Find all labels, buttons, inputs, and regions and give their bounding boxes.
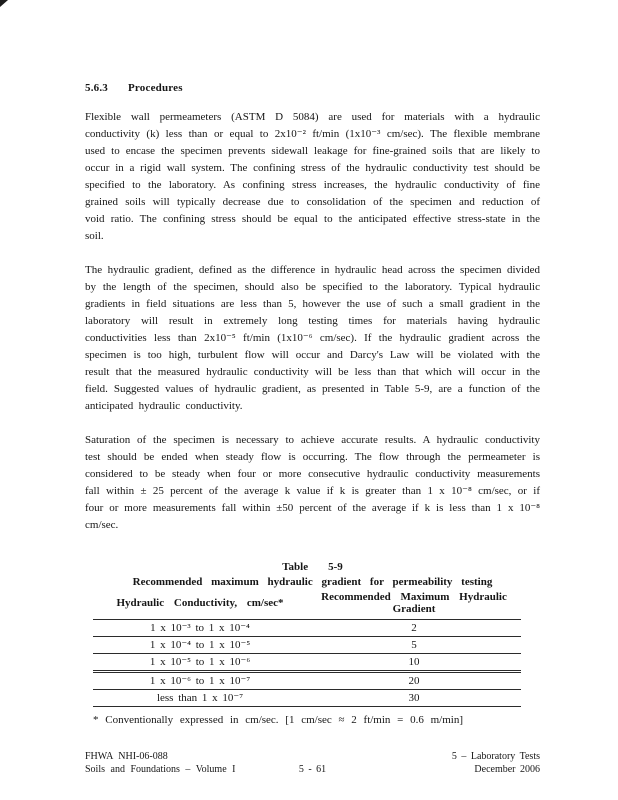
table-title: Recommended maximum hydraulic gradient for permeability testing	[132, 576, 493, 588]
table-row	[93, 672, 521, 690]
cell-conductivity: less than 1 x 10⁻⁷	[93, 690, 307, 707]
table-header-row	[93, 591, 521, 620]
col-header-gradient: Recommended Maximum Hydraulic Gradient	[307, 591, 521, 620]
footer-page-number: 5 - 61	[298, 764, 327, 775]
cell-gradient: 2	[307, 620, 521, 637]
cell-gradient: 5	[307, 637, 521, 654]
table-row	[93, 654, 521, 672]
paragraph-2: The hydraulic gradient, defined as the difference in hydraulic head across the specimen divided by the length of the specimen, should also be specified to the laboratory. Typical hydraulic gradients in field situations are less than 5, however the use of such a small gradient in the laboratory will result in extremely long testing times for materials having hydraulic conductivities less than 2x10⁻⁵ ft/min (1x10⁻⁶ cm/sec). If the hydraulic gradient across the specimen is too high, turbulent flow will occur and Darcy's Law will be violated with the result that the measured hydraulic conductivity will be less than that which will occur in the field. Suggested values of hydraulic gradient, as presented in Table 5-9, are a function of the anticipated hydraulic conductivity.	[85, 264, 540, 412]
table-caption-label: Table	[282, 561, 309, 573]
footer-row-2	[85, 763, 540, 776]
cell-conductivity: 1 x 10⁻⁶ to 1 x 10⁻⁷	[93, 672, 307, 690]
table-row	[93, 637, 521, 654]
footer-row-1	[85, 750, 540, 763]
paragraph-3: Saturation of the specimen is necessary to achieve accurate results. A hydraulic conductivity test should be ended when steady flow is occurring. The flow through the permeameter is considered to be steady when four or more consecutive hydraulic conductivity measurements fall within ± 25 percent of the average k value if k is greater than 1 x 10⁻⁸ cm/sec, or if four or more measurements fall within ±50 percent of the average if k is less than 1 x 10⁻⁸ cm/sec.	[85, 434, 540, 531]
paragraph-1: Flexible wall permeameters (ASTM D 5084) are used for materials with a hydraulic conductivity (k) less than or equal to 2x10⁻² ft/min (1x10⁻³ cm/sec). The flexible membrane used to encase the specimen prevents sidewall leakage for fine-grained soils that are likely to occur in a rigid wall system. The confining stress of the hydraulic conductivity test should be specified to the laboratory. As confining stress increases, the hydraulic conductivity of fine grained soils will typically decrease due to consolidation of the specimen and reduction of void ratio. The confining stress should be equal to the anticipated effective stress-state in the soil.	[85, 111, 540, 242]
section-number: 5.6.3	[85, 82, 108, 94]
col-header-conductivity: Hydraulic Conductivity, cm/sec*	[93, 591, 307, 620]
section-heading	[85, 82, 540, 94]
table-row	[93, 690, 521, 707]
table-row	[93, 620, 521, 637]
cell-gradient: 10	[307, 654, 521, 672]
table-footnote: * Conventionally expressed in cm/sec. [1 cm/sec ≈ 2 ft/min = 0.6 m/min]	[93, 714, 464, 726]
footer-doc-number: FHWA NHI-06-088	[85, 751, 168, 762]
table-5-9	[93, 591, 521, 707]
page-footer	[85, 750, 540, 776]
cell-gradient: 20	[307, 672, 521, 690]
cell-conductivity: 1 x 10⁻⁴ to 1 x 10⁻⁵	[93, 637, 307, 654]
cell-gradient: 30	[307, 690, 521, 707]
footer-section-label: 5 – Laboratory Tests	[451, 751, 540, 762]
section-title: Procedures	[128, 82, 183, 94]
table-caption	[85, 560, 540, 575]
cell-conductivity: 1 x 10⁻⁵ to 1 x 10⁻⁶	[93, 654, 307, 672]
footer-date: December 2006	[474, 764, 540, 775]
table-section	[85, 560, 540, 728]
footer-volume-label: Soils and Foundations – Volume I	[85, 764, 236, 775]
table-caption-number: 5-9	[328, 561, 343, 573]
cell-conductivity: 1 x 10⁻³ to 1 x 10⁻⁴	[93, 620, 307, 637]
